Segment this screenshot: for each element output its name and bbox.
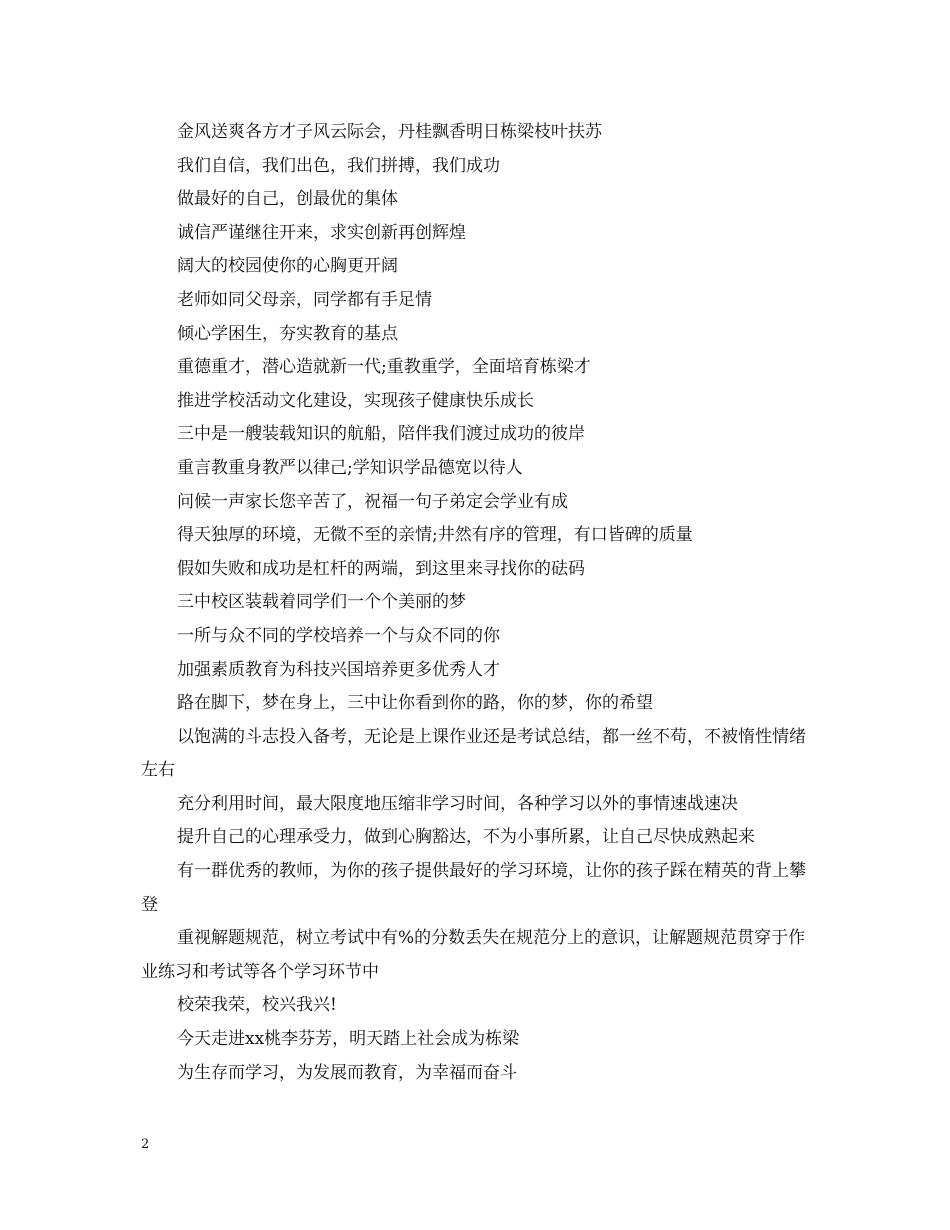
paragraph: 做最好的自己，创最优的集体	[177, 189, 398, 210]
paragraph: 金风送爽各方才子风云际会，丹桂飘香明日栋梁枝叶扶苏	[177, 122, 602, 142]
paragraph: 老师如同父母亲，同学都有手足情	[177, 289, 432, 310]
page-number: 2	[141, 1137, 150, 1152]
paragraph: 得天独厚的环境，无微不至的亲情;井然有序的管理，有口皆碑的质量	[177, 525, 693, 546]
document-body	[141, 116, 813, 1090]
paragraph: 重言教重身教严以律己;学知识学品德宽以待人	[177, 457, 523, 478]
paragraph: 为生存而学习，为发展而教育，为幸福而奋斗	[177, 1062, 517, 1083]
paragraph: 重德重才，潜心造就新一代;重教重学，全面培育栋梁才	[177, 357, 591, 378]
paragraph: 推进学校活动文化建设，实现孩子健康快乐成长	[177, 390, 534, 411]
paragraph: 诚信严谨继往开来，求实创新再创辉煌	[177, 222, 466, 243]
paragraph: 校荣我荣，校兴我兴!	[177, 995, 337, 1016]
paragraph: 阔大的校园使你的心胸更开阔	[177, 256, 398, 277]
paragraph: 倾心学困生，夯实教育的基点	[177, 323, 398, 344]
paragraph: 假如失败和成功是杠杆的两端，到这里来寻找你的砝码	[177, 558, 585, 579]
paragraph: 我们自信，我们出色，我们拼搏，我们成功	[177, 155, 500, 176]
paragraph: 问候一声家长您辛苦了，祝福一句子弟定会学业有成	[177, 491, 568, 512]
paragraph: 三中校区装载着同学们一个个美丽的梦	[177, 592, 466, 613]
paragraph: 以饱满的斗志投入备考，无论是上课作业还是考试总结，都一丝不苟，不被惰性情绪左右	[141, 726, 806, 781]
paragraph: 三中是一艘装载知识的航船，陪伴我们渡过成功的彼岸	[177, 424, 585, 445]
paragraph: 有一群优秀的教师，为你的孩子提供最好的学习环境，让你的孩子踩在精英的背上攀登	[141, 861, 806, 915]
paragraph: 今天走进xx桃李芬芳，明天踏上社会成为栋梁	[177, 1029, 520, 1050]
paragraph: 路在脚下，梦在身上，三中让你看到你的路，你的梦，你的希望	[177, 693, 653, 714]
paragraph: 提升自己的心理承受力，做到心胸豁达，不为小事所累，让自己尽快成熟起来	[177, 827, 755, 848]
paragraph: 加强素质教育为科技兴国培养更多优秀人才	[177, 659, 500, 680]
paragraph: 一所与众不同的学校培养一个与众不同的你	[177, 625, 500, 646]
paragraph: 重视解题规范，树立考试中有%的分数丢失在规范分上的意识，让解题规范贯穿于作业练习和考试等各个学习环节中	[141, 928, 806, 982]
paragraph: 充分利用时间，最大限度地压缩非学习时间，各种学习以外的事情速战速决	[177, 793, 738, 814]
